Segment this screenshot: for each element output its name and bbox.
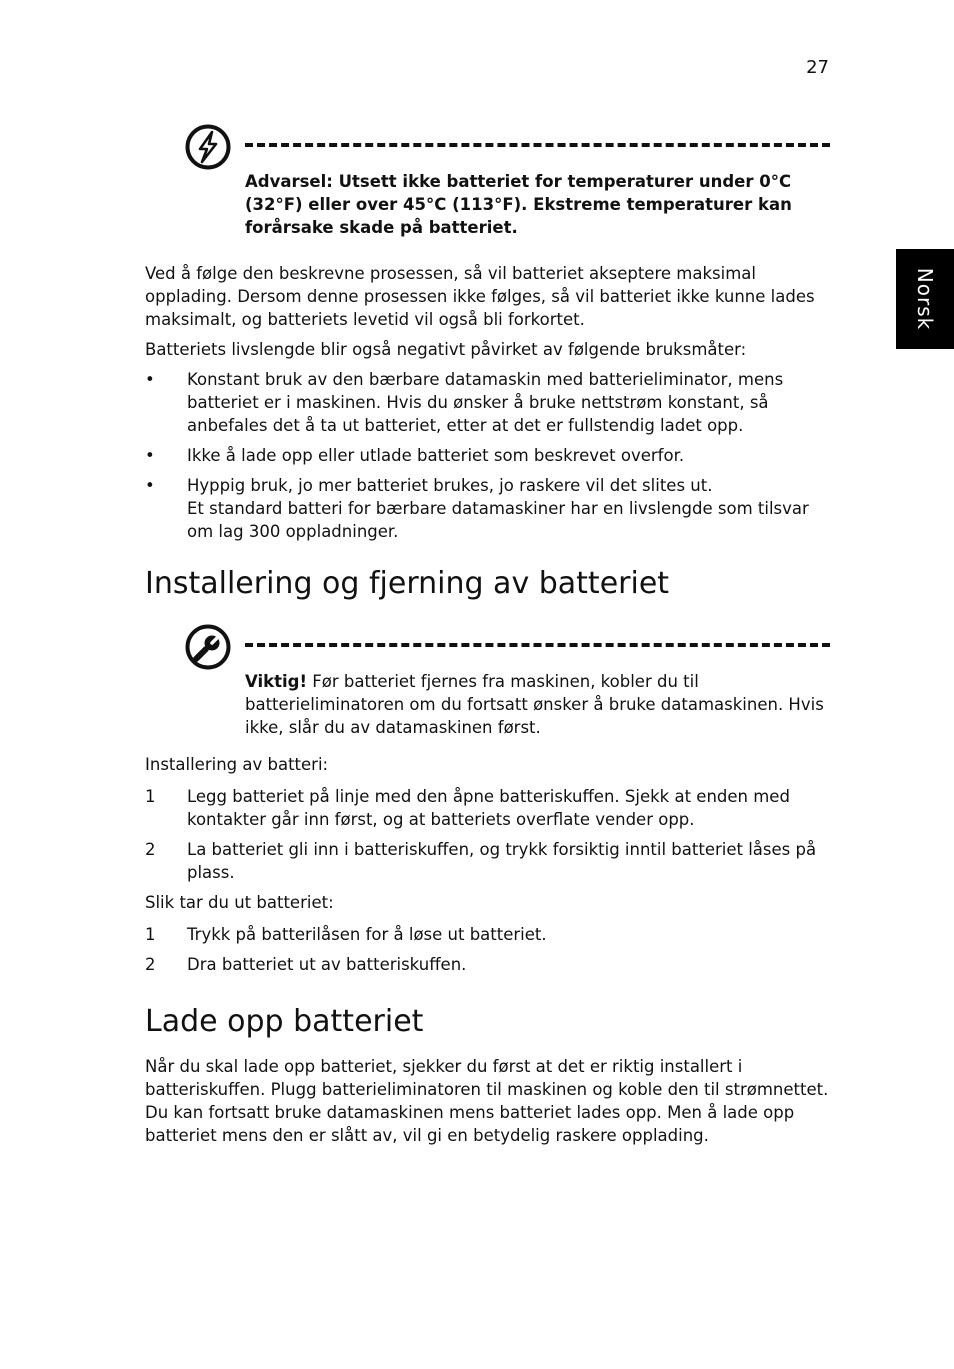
step-number: 1 xyxy=(145,925,156,944)
install-title: Installering av batteri: xyxy=(145,755,329,774)
list-item xyxy=(145,923,835,946)
intro-paragraph-1: Ved å følge den beskrevne prosessen, så vil batteriet akseptere maksimal opplading. Dersom denne prosessen ikke følges, så vil batteriet ikke kunne lades maksimalt, og batteriets levetid vil også bli forkortet. xyxy=(145,264,815,329)
bullet-marker: • xyxy=(145,446,155,465)
language-tab xyxy=(896,249,954,349)
step-text: La batteriet gli inn i batteriskuffen, og trykk forsiktig inntil batteriet låses på plass. xyxy=(187,840,817,882)
important-body: Før batteriet fjernes fra maskinen, kobler du til batterieliminatoren om du fortsatt ønsker å bruke datamaskinen. Hvis ikke, slår du av datamaskinen først. xyxy=(245,672,824,737)
warning-text: Advarsel: Utsett ikke batteriet for temperaturer under 0°C (32°F) eller over 45°C (113°F). Ekstreme temperaturer kan forårsake skade på batteriet. xyxy=(245,172,792,237)
step-number: 2 xyxy=(145,840,156,859)
list-item xyxy=(145,838,835,884)
list-item xyxy=(145,953,835,976)
list-item xyxy=(145,785,835,831)
step-number: 2 xyxy=(145,955,156,974)
warning-lightning-icon xyxy=(185,124,231,170)
language-tab-label: Norsk xyxy=(913,267,938,331)
charging-paragraph: Når du skal lade opp batteriet, sjekker du først at det er riktig installert i batteriskuffen. Plugg batterieliminatoren til maskinen og koble den til strømnettet. Du kan fortsatt bruke datamaskinen mens batteriet lades opp. Men å lade opp batteriet mens den er slått av, vil gi en betydelig raskere opplading. xyxy=(145,1057,829,1145)
important-note xyxy=(185,624,830,736)
warning-note xyxy=(185,124,830,239)
intro-paragraph-2: Batteriets livslengde blir også negativt påvirket av følgende bruksmåter: xyxy=(145,340,747,359)
step-text: Dra batteriet ut av batteriskuffen. xyxy=(187,955,467,974)
important-wrench-icon xyxy=(185,624,231,670)
bullet-marker: • xyxy=(145,476,155,495)
bullet-text-continued: Et standard batteri for bærbare datamaskiner har en livslengde som tilsvar om lag 300 oppladninger. xyxy=(187,499,809,541)
bullet-text: Konstant bruk av den bærbare datamaskin med batterieliminator, mens batteriet er i maskinen. Hvis du ønsker å bruke nettstrøm konstant, så anbefales det å ta ut batteriet, etter at det er fullstendig ladet opp. xyxy=(187,370,784,435)
bullet-marker: • xyxy=(145,370,155,389)
list-item xyxy=(145,474,835,543)
remove-title: Slik tar du ut batteriet: xyxy=(145,893,334,912)
bullet-text: Hyppig bruk, jo mer batteriet brukes, jo raskere vil det slites ut. xyxy=(187,476,713,495)
important-label: Viktig! xyxy=(245,672,307,691)
important-divider xyxy=(245,643,830,647)
bullet-text: Ikke å lade opp eller utlade batteriet som beskrevet overfor. xyxy=(187,446,685,465)
important-text xyxy=(245,670,830,739)
page-number: 27 xyxy=(806,57,829,78)
step-text: Trykk på batterilåsen for å løse ut batteriet. xyxy=(187,925,547,944)
section-heading-installering: Installering og fjerning av batteriet xyxy=(145,566,670,601)
step-number: 1 xyxy=(145,787,156,806)
warning-divider xyxy=(245,143,830,147)
step-text: Legg batteriet på linje med den åpne batteriskuffen. Sjekk at enden med kontakter går inn først, og at batteriets overflate vender opp. xyxy=(187,787,790,829)
section-heading-lade-opp: Lade opp batteriet xyxy=(145,1004,424,1039)
list-item xyxy=(145,368,835,437)
list-item xyxy=(145,444,835,467)
